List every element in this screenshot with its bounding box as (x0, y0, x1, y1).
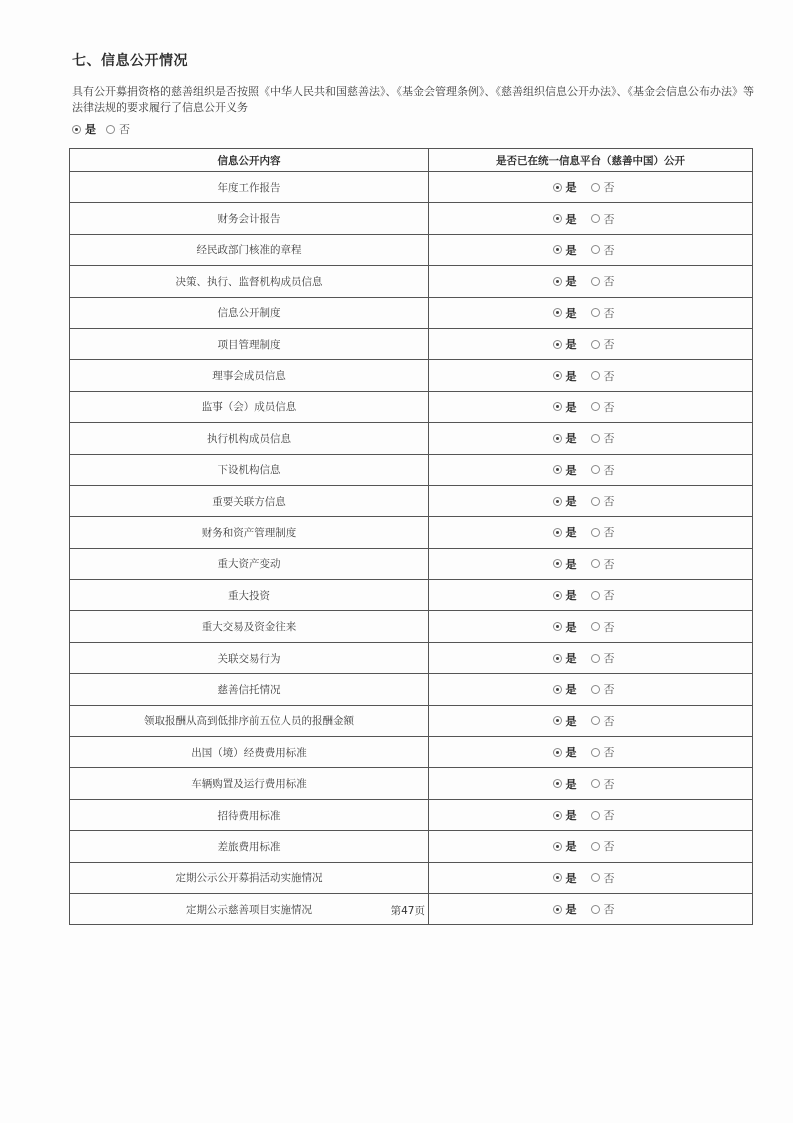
table-row (70, 548, 753, 579)
table-row (70, 737, 753, 768)
status-yes-label: 是 (565, 212, 577, 226)
disclosure-status (429, 234, 753, 265)
answer-no-option[interactable] (106, 121, 130, 137)
radio-unchecked-icon[interactable] (106, 125, 115, 134)
disclosure-status (429, 328, 753, 359)
table-row (70, 705, 753, 736)
status-no-label: 否 (603, 463, 615, 477)
table-row (70, 485, 753, 516)
status-yes-label: 是 (565, 777, 577, 791)
table-row (70, 172, 753, 203)
disclosure-status (429, 203, 753, 234)
disclosure-status (429, 705, 753, 736)
answer-no-label: 否 (119, 123, 130, 136)
status-no-option[interactable] (591, 179, 615, 195)
status-no-option[interactable] (591, 807, 615, 823)
status-no-label: 否 (603, 840, 615, 854)
table-row (70, 360, 753, 391)
disclosure-status (429, 611, 753, 642)
status-no-option[interactable] (591, 273, 615, 289)
disclosure-item-label: 出国（境）经费费用标准 (191, 746, 307, 759)
status-yes-label: 是 (565, 463, 577, 477)
radio-unchecked-icon[interactable] (591, 748, 600, 757)
radio-unchecked-icon[interactable] (591, 497, 600, 506)
status-no-option[interactable] (591, 556, 615, 572)
header-content: 信息公开内容 (70, 149, 429, 172)
status-yes-option[interactable] (553, 587, 577, 603)
disclosure-status (429, 799, 753, 830)
status-yes-option[interactable] (553, 242, 577, 258)
radio-checked-icon[interactable] (553, 716, 562, 725)
table-row (70, 611, 753, 642)
radio-unchecked-icon[interactable] (591, 371, 600, 380)
disclosure-item-label: 重大资产变动 (217, 558, 281, 571)
radio-unchecked-icon[interactable] (591, 842, 600, 851)
status-no-label: 否 (603, 275, 615, 289)
answer-yes-option[interactable] (72, 121, 96, 137)
status-yes-label: 是 (565, 746, 577, 760)
status-yes-label: 是 (565, 369, 577, 383)
status-no-option[interactable] (591, 744, 615, 760)
status-yes-label: 是 (565, 903, 577, 917)
disclosure-item (70, 893, 429, 924)
disclosure-status (429, 737, 753, 768)
disclosure-item-label: 招待费用标准 (217, 809, 281, 822)
status-yes-label: 是 (565, 871, 577, 885)
radio-checked-icon[interactable] (553, 905, 562, 914)
status-yes-option[interactable] (553, 870, 577, 886)
disclosure-item-label: 重大投资 (228, 589, 270, 602)
table-row (70, 674, 753, 705)
status-no-label: 否 (603, 871, 615, 885)
disclosure-item-label: 差旅费用标准 (217, 840, 281, 853)
radio-checked-icon[interactable] (553, 873, 562, 882)
radio-checked-icon[interactable] (553, 622, 562, 631)
status-no-option[interactable] (591, 368, 615, 384)
answer-yes-label: 是 (85, 123, 96, 136)
disclosure-item-label: 定期公示慈善项目实施情况 (186, 903, 312, 916)
disclosure-item (70, 674, 429, 705)
radio-checked-icon[interactable] (553, 434, 562, 443)
status-yes-option[interactable] (553, 619, 577, 635)
radio-unchecked-icon[interactable] (591, 685, 600, 694)
table-row (70, 831, 753, 862)
status-yes-option[interactable] (553, 524, 577, 540)
radio-unchecked-icon[interactable] (591, 340, 600, 349)
status-yes-option[interactable] (553, 713, 577, 729)
status-yes-option[interactable] (553, 838, 577, 854)
disclosure-item-label: 决策、执行、监督机构成员信息 (175, 275, 323, 288)
disclosure-item (70, 485, 429, 516)
disclosure-status (429, 454, 753, 485)
status-no-label: 否 (603, 338, 615, 352)
status-yes-label: 是 (565, 338, 577, 352)
table-row (70, 893, 753, 924)
disclosure-status (429, 517, 753, 548)
radio-checked-icon[interactable] (553, 779, 562, 788)
status-yes-label: 是 (565, 714, 577, 728)
status-yes-label: 是 (565, 557, 577, 571)
disclosure-item-label: 财务和资产管理制度 (201, 526, 297, 539)
table-row (70, 328, 753, 359)
status-no-label: 否 (603, 589, 615, 603)
status-no-option[interactable] (591, 901, 615, 917)
disclosure-item-label: 定期公示公开募捐活动实施情况 (175, 872, 323, 885)
disclosure-item-label: 关联交易行为 (217, 652, 281, 665)
table-row (70, 642, 753, 673)
radio-unchecked-icon[interactable] (591, 277, 600, 286)
disclosure-status (429, 172, 753, 203)
status-yes-option[interactable] (553, 650, 577, 666)
disclosure-status (429, 297, 753, 328)
status-yes-label: 是 (565, 652, 577, 666)
radio-checked-icon[interactable] (553, 402, 562, 411)
disclosure-status (429, 893, 753, 924)
status-no-label: 否 (603, 777, 615, 791)
radio-unchecked-icon[interactable] (591, 434, 600, 443)
disclosure-item-label: 领取报酬从高到低排序前五位人员的报酬金额 (144, 715, 354, 728)
radio-checked-icon[interactable] (553, 340, 562, 349)
radio-unchecked-icon[interactable] (591, 465, 600, 474)
radio-unchecked-icon[interactable] (591, 528, 600, 537)
table-row (70, 297, 753, 328)
status-no-option[interactable] (591, 336, 615, 352)
status-yes-option[interactable] (553, 305, 577, 321)
disclosure-item-label: 重大交易及资金往来 (201, 621, 297, 634)
page-number: 第47页 (390, 905, 425, 918)
radio-checked-icon[interactable] (553, 371, 562, 380)
status-no-option[interactable] (591, 776, 615, 792)
status-yes-option[interactable] (553, 399, 577, 415)
status-yes-option[interactable] (553, 493, 577, 509)
status-no-label: 否 (603, 620, 615, 634)
status-no-option[interactable] (591, 399, 615, 415)
radio-checked-icon[interactable] (553, 497, 562, 506)
status-no-option[interactable] (591, 305, 615, 321)
status-yes-label: 是 (565, 243, 577, 257)
status-yes-option[interactable] (553, 807, 577, 823)
table-row (70, 266, 753, 297)
status-yes-option[interactable] (553, 462, 577, 478)
disclosure-item-label: 财务会计报告 (217, 213, 281, 226)
radio-checked-icon[interactable] (553, 685, 562, 694)
status-no-label: 否 (603, 432, 615, 446)
status-yes-label: 是 (565, 589, 577, 603)
status-yes-label: 是 (565, 526, 577, 540)
status-yes-label: 是 (565, 275, 577, 289)
disclosure-item (70, 517, 429, 548)
disclosure-item (70, 234, 429, 265)
status-no-label: 否 (603, 212, 615, 226)
radio-unchecked-icon[interactable] (591, 654, 600, 663)
disclosure-item (70, 831, 429, 862)
radio-unchecked-icon[interactable] (591, 591, 600, 600)
status-yes-option[interactable] (553, 368, 577, 384)
disclosure-item-label: 信息公开制度 (217, 307, 281, 320)
radio-checked-icon[interactable] (553, 811, 562, 820)
disclosure-status (429, 423, 753, 454)
disclosure-status (429, 674, 753, 705)
status-no-option[interactable] (591, 650, 615, 666)
status-no-label: 否 (603, 400, 615, 414)
status-no-label: 否 (603, 683, 615, 697)
status-yes-label: 是 (565, 306, 577, 320)
disclosure-item (70, 172, 429, 203)
radio-checked-icon[interactable] (553, 277, 562, 286)
disclosure-item (70, 611, 429, 642)
status-yes-option[interactable] (553, 744, 577, 760)
disclosure-status (429, 266, 753, 297)
disclosure-item-label: 慈善信托情况 (217, 683, 281, 696)
status-yes-option[interactable] (553, 179, 577, 195)
radio-unchecked-icon[interactable] (591, 183, 600, 192)
header-platform: 是否已在统一信息平台（慈善中国）公开 (429, 149, 753, 172)
status-yes-option[interactable] (553, 776, 577, 792)
radio-checked-icon[interactable] (553, 528, 562, 537)
disclosure-answer (72, 121, 140, 137)
radio-checked-icon[interactable] (553, 214, 562, 223)
table-header-row (70, 149, 753, 172)
status-yes-option[interactable] (553, 901, 577, 917)
radio-unchecked-icon[interactable] (591, 245, 600, 254)
radio-checked-icon[interactable] (553, 183, 562, 192)
disclosure-item (70, 328, 429, 359)
status-yes-label: 是 (565, 683, 577, 697)
status-no-option[interactable] (591, 462, 615, 478)
disclosure-item (70, 737, 429, 768)
disclosure-status (429, 485, 753, 516)
status-yes-label: 是 (565, 400, 577, 414)
disclosure-status (429, 831, 753, 862)
status-yes-label: 是 (565, 809, 577, 822)
status-no-option[interactable] (591, 493, 615, 509)
disclosure-item (70, 360, 429, 391)
disclosure-status (429, 391, 753, 422)
radio-checked-icon[interactable] (553, 245, 562, 254)
radio-unchecked-icon[interactable] (591, 402, 600, 411)
disclosure-item-label: 理事会成员信息 (212, 370, 286, 383)
status-no-option[interactable] (591, 870, 615, 886)
disclosure-item (70, 705, 429, 736)
status-yes-option[interactable] (553, 681, 577, 697)
status-no-option[interactable] (591, 619, 615, 635)
disclosure-item-label: 项目管理制度 (217, 338, 281, 351)
disclosure-status (429, 580, 753, 611)
status-no-label: 否 (603, 369, 615, 383)
radio-unchecked-icon[interactable] (591, 308, 600, 317)
disclosure-item-label: 车辆购置及运行费用标准 (191, 778, 307, 791)
disclosure-item (70, 799, 429, 830)
radio-checked-icon[interactable] (553, 308, 562, 317)
disclosure-status (429, 548, 753, 579)
status-no-option[interactable] (591, 681, 615, 697)
disclosure-item (70, 266, 429, 297)
status-no-label: 否 (603, 495, 615, 509)
radio-checked-icon[interactable] (553, 748, 562, 757)
status-yes-label: 是 (565, 432, 577, 446)
status-no-label: 否 (603, 243, 615, 257)
table-row (70, 768, 753, 799)
radio-checked-icon[interactable] (553, 465, 562, 474)
radio-checked-icon[interactable] (553, 654, 562, 663)
disclosure-item (70, 391, 429, 422)
radio-unchecked-icon[interactable] (591, 811, 600, 820)
status-yes-option[interactable] (553, 273, 577, 289)
status-no-option[interactable] (591, 524, 615, 540)
radio-unchecked-icon[interactable] (591, 779, 600, 788)
radio-unchecked-icon[interactable] (591, 559, 600, 568)
radio-unchecked-icon[interactable] (591, 873, 600, 882)
disclosure-status (429, 360, 753, 391)
disclosure-table (69, 148, 753, 925)
status-no-option[interactable] (591, 430, 615, 446)
status-no-option[interactable] (591, 242, 615, 258)
table-row (70, 862, 753, 893)
radio-unchecked-icon[interactable] (591, 214, 600, 223)
status-no-label: 否 (603, 903, 615, 917)
table-row (70, 517, 753, 548)
disclosure-item-label: 监事（会）成员信息 (201, 401, 297, 414)
status-yes-label: 是 (565, 181, 577, 195)
disclosure-status (429, 642, 753, 673)
status-no-label: 否 (603, 306, 615, 320)
radio-checked-icon[interactable] (553, 591, 562, 600)
disclosure-item (70, 454, 429, 485)
section-title: 七、信息公开情况 (72, 53, 188, 69)
disclosure-item (70, 580, 429, 611)
status-yes-label: 是 (565, 495, 577, 509)
radio-unchecked-icon[interactable] (591, 905, 600, 914)
radio-unchecked-icon[interactable] (591, 716, 600, 725)
disclosure-question: 具有公开募捐资格的慈善组织是否按照《中华人民共和国慈善法》、《基金会管理条例》、《慈善组织信息公开办法》、《基金会信息公布办法》等法律法规的要求履行了信息公开义务 (72, 85, 754, 114)
disclosure-item (70, 203, 429, 234)
status-yes-label: 是 (565, 620, 577, 634)
disclosure-item-label: 经民政部门核准的章程 (196, 244, 302, 257)
disclosure-item-label: 年度工作报告 (217, 181, 281, 194)
status-no-label: 否 (603, 746, 615, 760)
disclosure-item-label: 执行机构成员信息 (207, 432, 291, 445)
table-row (70, 454, 753, 485)
status-no-option[interactable] (591, 713, 615, 729)
table-row (70, 580, 753, 611)
status-no-option[interactable] (591, 587, 615, 603)
status-yes-option[interactable] (553, 556, 577, 572)
radio-checked-icon[interactable] (553, 842, 562, 851)
status-no-label: 否 (603, 809, 615, 822)
status-yes-option[interactable] (553, 211, 577, 227)
status-no-label: 否 (603, 181, 615, 195)
radio-unchecked-icon[interactable] (591, 622, 600, 631)
disclosure-item (70, 423, 429, 454)
table-row (70, 203, 753, 234)
status-no-label: 否 (603, 714, 615, 728)
table-row (70, 234, 753, 265)
status-no-label: 否 (603, 557, 615, 571)
status-yes-option[interactable] (553, 336, 577, 352)
disclosure-item (70, 297, 429, 328)
table-row (70, 799, 753, 830)
table-row (70, 391, 753, 422)
status-no-option[interactable] (591, 211, 615, 227)
disclosure-item (70, 642, 429, 673)
radio-checked-icon[interactable] (72, 125, 81, 134)
radio-checked-icon[interactable] (553, 559, 562, 568)
status-no-option[interactable] (591, 838, 615, 854)
status-yes-option[interactable] (553, 430, 577, 446)
status-no-label: 否 (603, 652, 615, 666)
table-row (70, 423, 753, 454)
status-yes-label: 是 (565, 840, 577, 854)
disclosure-status (429, 862, 753, 893)
status-no-label: 否 (603, 526, 615, 540)
disclosure-item-label: 重要关联方信息 (212, 495, 286, 508)
disclosure-status (429, 768, 753, 799)
disclosure-item (70, 768, 429, 799)
disclosure-item (70, 548, 429, 579)
disclosure-item (70, 862, 429, 893)
disclosure-item-label: 下设机构信息 (217, 464, 281, 477)
